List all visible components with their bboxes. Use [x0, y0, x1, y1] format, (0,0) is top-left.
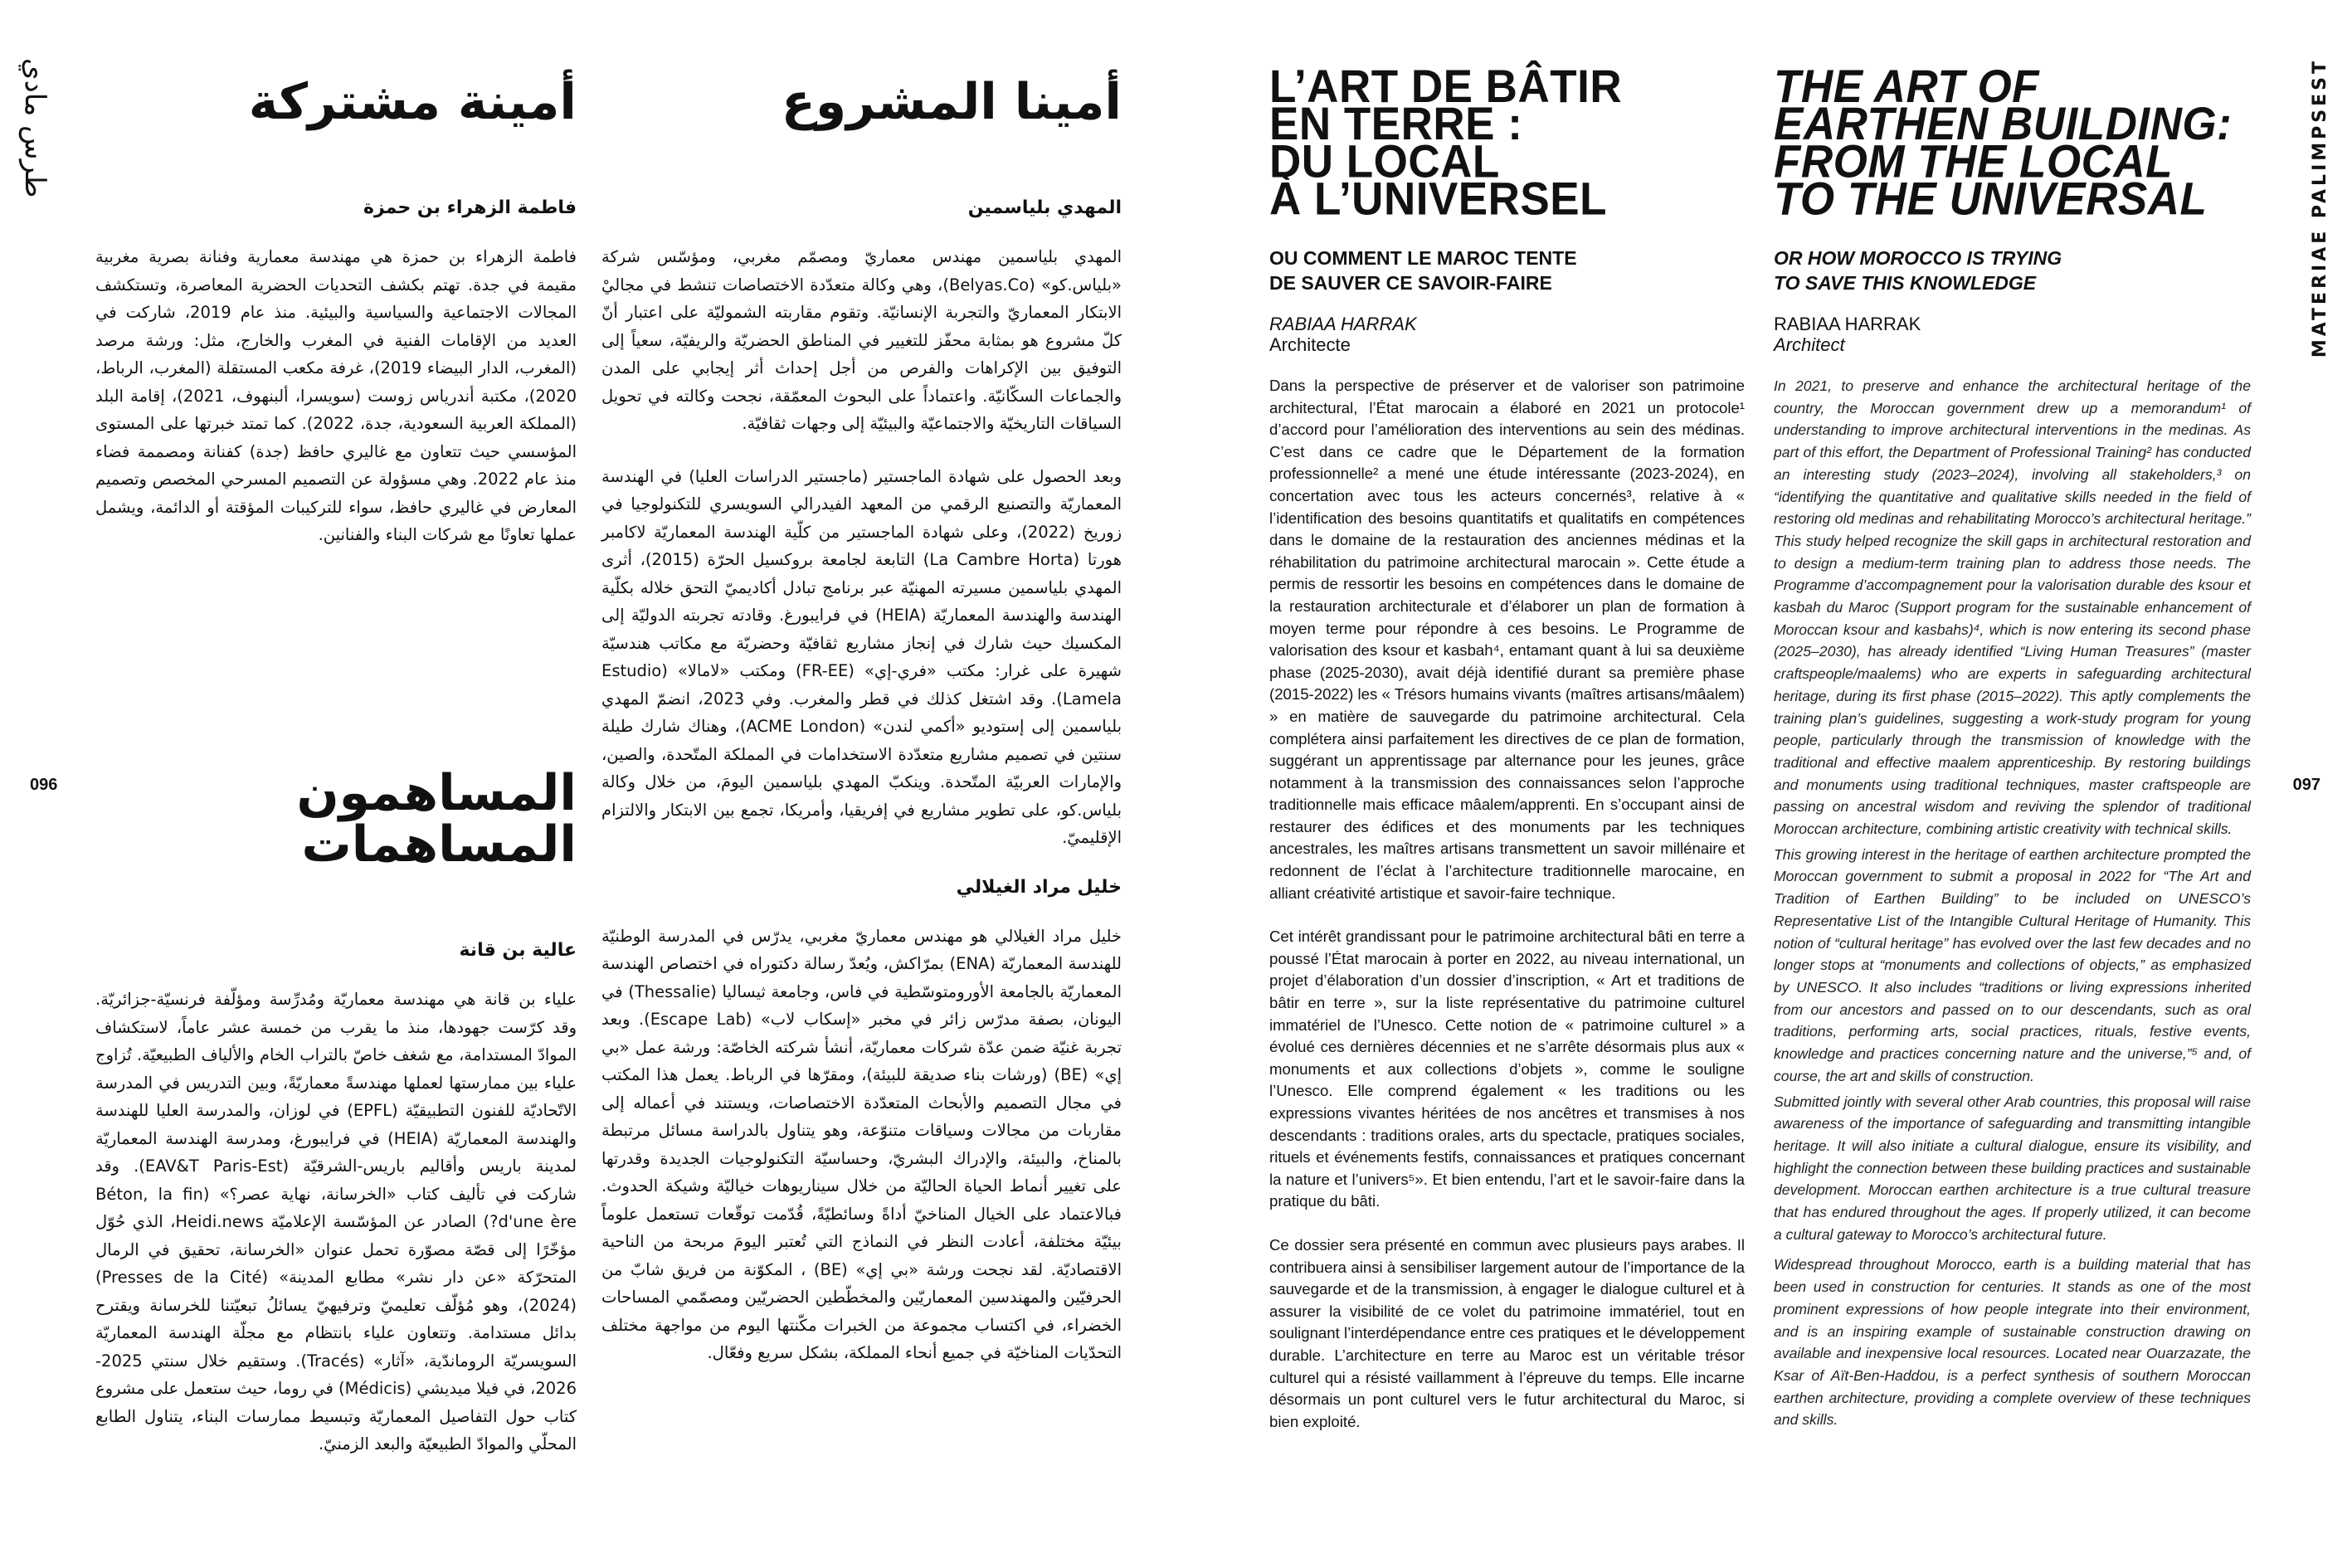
english-author: RABIAA HARRAK [1774, 314, 1921, 334]
subtitle-line: OU COMMENT LE MAROC TENTE [1269, 247, 1577, 269]
subtitle-line: OR HOW MOROCCO IS TRYING [1774, 247, 2062, 269]
body-paragraph: Dans la perspective de préserver et de valoriser son patrimoine architectural, l’État marocain a élaboré en 2021 un protocole¹ d’accord pour l’amélioration des interventions au sein des médinas. C’est dans ce cadre que le Département de la formation professionnelle² a mené une étude intéressante (2023-2024), en concertation avec tous les acteurs concernés³, relative à « l’identification des besoins quantitatifs et qualitatifs en compétences dans le domaine de la restauration des anciennes médinas et la réhabilitation du patrimoine architectural marocain ». Cette étude a permis de ressortir les besoins en compétences dans le domaine de la restauration architecturale et d’élaborer un plan de formation à moyen terme pour répondre à ces besoins. Le Programme de valorisation des ksour et kasbah⁴, entamant quant à lui sa deuxième phase (2025-2030), avait déjà identifié durant sa première phase (2015-2022) les « Trésors humains vivants (maîtres artisans/mâalem) » en matière de sauvegarde du patrimoine architectural. Cela complétera ainsi parfaitement les directives de ce plan de formation, suggérant un apprentissage par alternance pour les jeunes, grâce notamment à la transmission des connaissances selon l’approche traditionnelle mais efficace mâalem/apprenti. En s’occupant ainsi de restaurer des édifices et des monuments par les techniques ancestrales, les maîtres artisans transmettent un savoir millénaire et redonnent de l’éclat à l’architecture traditionnelle marocaine, en alliant créativité artistique et savoir-faire technique. [1269, 377, 1745, 902]
title-line: À L’UNIVERSEL [1269, 173, 1608, 225]
french-author: RABIAA HARRAK [1269, 314, 1417, 334]
co-curator-heading: أمينة مشتركة [248, 73, 577, 131]
body-paragraph: In 2021, to preserve and enhance the architectural heritage of the country, the Moroccan government drew up a memorandum¹ of understanding to improve architectural interventions in the medinas. As part of this effort, the Department of Professional Training² has conducted an interesting study (2023–2024), involving all stakeholders,³ on “identifying the quantitative and qualitative skills needed in the field of restoring old medinas and rehabilitating Morocco’s architectural heritage.” This study helped recognize the skill gaps in architectural restoration and to design a medium-term training plan to address those needs. The Programme d’accompagnement pour la valorisation durable des ksour et kasbah du Maroc (Support program for the sustainable enhancement of Moroccan ksour and kasbahs)⁴, which is now entering its second phase (2025–2030), has already identified “Living Human Treasures” (master craftspeople/maalems) who are experts in safeguarding architectural heritage, during its first phase (2015–2022). This aptly complements the training plan’s guidelines, suggesting a work-study program for young people, particularly through the transmission of knowledge with the traditional and effective maalem apprenticeship. By restoring buildings and monuments using traditional techniques, master craftspeople are passing on ancestral wisdom and reviving the splendor of traditional Moroccan architecture, combining artistic creativity with technical skills. [1774, 377, 2251, 838]
english-body [1774, 375, 2251, 1431]
contributors-heading-line2: المساهمات [301, 816, 577, 874]
french-body [1269, 375, 1745, 1433]
body-paragraph: Widespread throughout Morocco, earth is a building material that has been used in construction for centuries. It stands as one of the most prominent expressions of how people integrate into their environment, and is an inspiring example of sustainable construction drawing on available and inexpensive local resources. Located near Ouarzazate, the Ksar of Aït-Ben-Haddou, is a perfect synthesis of southern Moroccan earthen architecture, providing a complete overview of these techniques and skills. [1774, 1256, 2251, 1429]
french-title [1269, 61, 1745, 225]
english-article [1774, 61, 2251, 1434]
page-number-left: 096 [30, 776, 58, 794]
title-line: DU LOCAL [1269, 135, 1500, 187]
title-line: EN TERRE : [1269, 98, 1523, 150]
english-subtitle [1774, 246, 2251, 295]
bio-paragraph: خليل مراد الغيلالي هو مهندس معماريّ مغربي، يدرّس في المدرسة الوطنيّة للهندسة المعماريّة (ENA) بمرّاكش، ويُعدّ رسالة دكتوراه في اختصاص الهندسة المعماريّة بالجامعة الأورومتوسّطية في فاس، وجامعة ثيساليا (Thessalie) في اليونان، بصفة مدرّس زائر في مخبر «إسكاب لاب» (Escape Lab). وبعد تجربة غنيّة ضمن عدّة شركات معماريّة، أنشأ شركته الخاصّة: ورشة عمل «بي إي» (BE) (ورشات بناء صديقة للبيئة)، ومقرّها في الرباط. يعمل هذا المكتب في مجال التصميم والأبحاث المتعدّدة الاختصاصات، ويستند في أعماله إلى مقاربات من مجالات وسياقات متنوّعة، وهو يتناول بالدراسة مسائل مرتبطة بالمناخ، والبيئة، والإدراك البشريّ، وحساسيّة التكنولوجيات الجديدة وقدرتها على تغيير أنماط الحياة الحاليّة من خلال سيناريوهات خياليّة وشيكة الحدوث. فبالاعتماد على الخيال المناخيّ أداةً وسائطيّةً، قُدّمت توقّعات تستعمل علوماً بيئيّة مختلفة، أعادت النظر في النماذج التي تُعتبر اليومَ مربحة من الناحية الاقتصاديّة. لقد نجحت ورشة «بي إي» (BE) ، المكوّنة من فريق شابّ من الحرفيّين والمهندسين المعماريّين والمخطّطين الحضريّين ومصمّمي المساحات الخضراء، في اكتساب مجموعة من الخبرات مكّنتها اليوم من مواجهة مختلف التحدّيات المناخيّة في جميع أنحاء المملكة، بشكل سريع وفعّال. [601, 926, 1122, 1362]
page-number-right: 097 [2292, 776, 2320, 794]
french-subtitle [1269, 246, 1745, 295]
body-paragraph: Ce dossier sera présenté en commun avec plusieurs pays arabes. Il contribuera ainsi à sensibiliser largement autour de l’importance de la sauvegarde et de la transmission, à engager le dialogue culturel et à assurer la visibilité de ce volet du patrimoine immatériel, tout en soulignant l’interdépendance entre ces pratiques et le développement durable. L’architecture en terre au Maroc est un véritable trésor culturel qui a résisté vaillamment à l’épreuve du temps. Elle incarne désormais un pont culturel vers le futur architectural du Maroc, si bien exploité. [1269, 1235, 1745, 1430]
curators-heading: أمينا المشروع [781, 73, 1122, 131]
english-role: Architect [1774, 334, 1845, 355]
body-paragraph: Cet intérêt grandissant pour le patrimoine architectural bâti en terre a poussé l’État marocain à porter en 2022, au niveau international, un projet d’élaboration d’un dossier d’inscription, « Art et traditions de bâtir en terre », sur la liste représentative du patrimoine culturel immatériel de l’Unesco. Cette notion de « patrimoine culturel » a évolué ces dernières décennies et ne s’arrête désormais plus aux « monuments et aux collections d’objets », comme le souligne l’Unesco. Elle comprend également « les traditions ou les expressions vivantes héritées de nos ancêtres et transmises à nos descendants : traditions orales, arts du spectacle, pratiques sociales, rituels et événements festifs, connaissances et pratiques concernant la nature et l’univers⁵». Et bien entendu, l’art et le savoir-faire dans la pratique du bâti. [1269, 928, 1745, 1210]
contributors-column [95, 764, 577, 1458]
title-line: EARTHEN BUILDING: [1774, 98, 2233, 150]
running-head-latin: MATERIAE PALIMPSEST [2310, 58, 2330, 358]
bio-paragraph: وبعد الحصول على شهادة الماجستير (ماجستير الدراسات العليا) في الهندسة المعماريّة والتصنيع الرقمي من المعهد الفيدرالي السويسري للتكنولوجيا في زوريخ (2022)، وعلى شهادة الماجستير من كلّية الهندسة المعماريّة لاكامبر هورتا (La Cambre Horta) التابعة لجامعة بروكسيل الحرّة (2015)، أثرى المهدي بلياسمين مسيرته المهنيّة عبر برنامج تبادل أكاديميّ التحق خلاله بكلّية الهندسة والهندسة المعماريّة (HEIA) في فرايبورغ. وقادته تجربته الدوليّة إلى المكسيك حيث شارك في إنجاز مشاريع ثقافيّة وحضريّة مع مكاتب هندسيّة شهيرة على غرار: مكتب «فري-إي» (FR-EE) ومكتب «لامالا» (Estudio Lamela). وقد اشتغل كذلك في قطر والمغرب. وفي 2023، انضمّ المهدي بلياسمين إلى إستوديو «أكمي لندن» (ACME London)، وهناك شارك طيلة سنتين في تصميم مشاريع متعدّدة الاستخدامات في المملكة المتّحدة، والصين، والإمارات العربيّة المتّحدة. وينكبّ المهدي بلياسمين اليومَ، من خلال وكالة بلياس.كو، على تطوير مشاريع في إفريقيا، وأمريكا، تجمع بين الابتكار والالتزام الإقليميّ. [601, 466, 1122, 847]
bio-paragraph: علياء بن قانة هي مهندسة معماريّة ومُدرِّسة ومؤلّفة فرنسيّة-جزائريّة. وقد كرّست جهودها، منذ ما يقرب من خمسة عشر عاماً، لاستكشاف الموادّ المستدامة، مع شغف خاصّ بالتراب الخام والألياف الطبيعيّة. تُزاوج علياء بين ممارستها لعملها مهندسةً معماريّةً، وبين التدريس في المدرسة الاتّحاديّة للفنون التطبيقيّة (EPFL) في لوزان، والمدرسة العليا للهندسة والهندسة المعماريّة (HEIA) في فرايبورغ، ومدرسة الهندسة المعماريّة لمدينة باريس وأقاليم باريس-الشرقيّة (EAV&T Paris-Est). وقد شاركت في تأليف كتاب «الخرسانة، نهاية عصر؟» (Béton, la fin d'une ère?) الصادر عن المؤسّسة الإعلاميّة Heidi.news، الذي حُوّل مؤخّرًا إلى قصّة مصوّرة تحمل عنوان «الخرسانة، تحقيق في الرمال المتحرّكة «عن دار نشر» مطابع المدينة» (Presses de la Cité) (2024)، وهو مُؤلّف تعليميّ وترفيهيّ يسائلُ تبعيّتنا للخرسانة ويقترح بدائل مستدامة. وتتعاون علياء بانتظام مع مجلّة الهندسة المعماريّة السويسريّة الروماندّية، «آثار» (Tracés). وستقيم خلال سنتي 2025-2026، في فيلا ميديشي (Médicis) في روما، حيث ستعمل على مشروع كتاب حول التفاصيل المعماريّة وتبسيط ممارسات البناء، يتناول الطابع المحلّي والموادّ الطبيعيّة والبعد الزمنيّ. [95, 990, 577, 1454]
contributors-heading-line1: المساهمون [296, 764, 577, 822]
bio-name: فاطمة الزهراء بن حمزة [363, 197, 577, 218]
curators-column [601, 73, 1122, 1367]
running-head-arabic: طرس مادي [18, 58, 51, 198]
title-line: FROM THE LOCAL [1774, 135, 2173, 187]
subtitle-line: DE SAUVER CE SAVOIR-FAIRE [1269, 272, 1552, 294]
subtitle-line: TO SAVE THIS KNOWLEDGE [1774, 272, 2037, 294]
title-line: L’ART DE BÂTIR [1269, 61, 1623, 113]
bio-name: خليل مراد الغيلالي [956, 876, 1122, 898]
body-paragraph: This growing interest in the heritage of earthen architecture prompted the Moroccan government to submit a proposal in 2022 for “The Art and Tradition of Earthen Building” to be included on UNESCO’s Representative List of the Intangible Cultural Heritage of Humanity. This notion of “cultural heritage” has evolved over the last few decades and no longer stops at “monuments and collections of objects,” as emphasized by UNESCO. It also includes “traditions or living expressions inherited from our ancestors and passed on to our descendants, such as oral traditions, performing arts, social practices, rituals, festive events, knowledge and practices concerning nature and the universe,”⁵ and, of course, the art and skills of construction. [1774, 845, 2251, 1084]
co-curator-column [95, 73, 577, 549]
bio-paragraph: المهدي بلياسمين مهندس معماريّ ومصمّم مغربي، ومؤسّس شركة «بلياس.كو» (Belyas.Co)، وهي وكالة متعدّدة الاختصاصات تنشط في مجاليْ الابتكار المعماريّ والتجربة الإنسانيّة. وتقوم مقاربته الشموليّة على اعتبار أنّ كلّ مشروع هو بمثابة محفّز للتغيير في المناطق الحضريّة والريفيّة، سعياً إلى التوفيق بين الإكراهات والفرص من أجل إحداث أثر إيجابي على المدن والجماعات السكّانيّة. واعتماداً على البحوث المعمّقة، نجحت وكالته في تحويل السياقات التاريخيّة والاجتماعيّة والبيئيّة إلى وجهات ثقافيّة. [601, 247, 1122, 433]
bio-paragraph: فاطمة الزهراء بن حمزة هي مهندسة معمارية وفنانة بصرية مغربية مقيمة في جدة. تهتم بكشف التحديات الحضرية المعاصرة، وتستكشف المجالات الاجتماعية والسياسية والبيئية. منذ عام 2019، شاركت في العديد من الإقامات الفنية في المغرب والخارج، مثل: ورشة مرصد (المغرب، الدار البيضاء 2019)، غرفة مكعب المستقلة (المغرب، الرباط، 2020)، مكتبة أندرياس زوست (سويسرا، ألبنهوف، 2021)، إقامة البلد (المملكة العربية السعودية، جدة، 2022). كما تمتد خبرتها على المستوى المؤسسي حيث تتعاون مع غاليري حافظ (جدة) كفنانة ومصممة فضاء منذ عام 2022. وهي مسؤولة عن التصميم المسرحي المخصص وتصميم المعارض في غاليري حافظ، سواء للتركيبات المؤقتة أو الدائمة، ويشمل عملها تعاونًا مع شركات البناء والفنانين. [95, 247, 577, 544]
english-title [1774, 61, 2251, 225]
bio-name: عالية بن قانة [459, 940, 577, 961]
body-paragraph: Submitted jointly with several other Arab countries, this proposal will raise awareness of the importance of safeguarding and transmitting intangible heritage. It will also initiate a cultural dialogue, ensure its visibility, and highlight the connection between these building practices and sustainable development. Moroccan earthen architecture is a true cultural treasure that has endured throughout the ages. If properly utilized, it can become a cultural gateway to Morocco’s architectural future. [1774, 1093, 2251, 1243]
french-article [1269, 61, 1745, 1433]
french-role: Architecte [1269, 334, 1351, 355]
title-line: THE ART OF [1774, 61, 2040, 113]
title-line: TO THE UNIVERSAL [1774, 173, 2208, 225]
bio-name: المهدي بلياسمين [967, 197, 1122, 218]
